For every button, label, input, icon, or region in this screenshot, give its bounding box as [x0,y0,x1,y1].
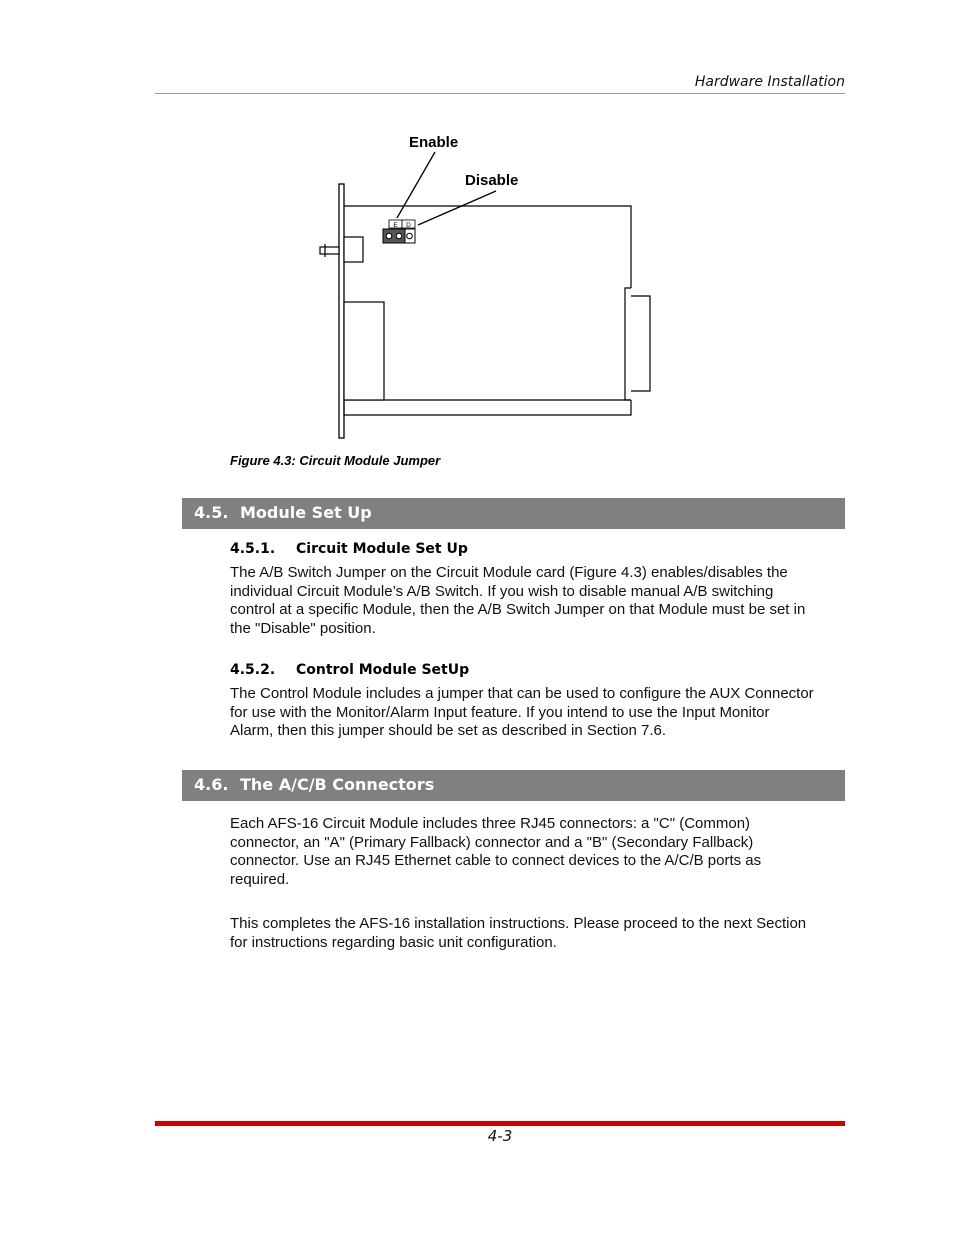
circuit-module-figure [300,128,660,448]
front-panel [339,184,344,438]
paragraph-line: required. [230,870,290,888]
completion-paragraph [230,915,850,952]
circuit-module-setup-paragraph [230,564,850,638]
subsection-heading-4-5-2 [230,662,470,678]
panel-block [344,237,363,262]
board-outline-top [344,206,631,288]
paragraph-line: The A/B Switch Jumper on the Circuit Module card (Figure 4.3) enables/disables the [230,564,788,581]
section-heading-4-5 [182,498,845,529]
paragraph-line: This completes the AFS-16 installation instructions. Please proceed to the next Section [230,915,807,932]
disable-leader-line [418,191,496,225]
edge-connector-inner [625,288,631,400]
page-number: 4-3 [487,1127,513,1145]
subsection-heading-4-5-1 [230,541,468,557]
figure-caption: Figure 4.3: Circuit Module Jumper [230,453,441,468]
connectors-paragraph [230,815,850,889]
jumper-pin-3 [407,233,413,239]
subsection-number: 4.5.1. [230,541,276,557]
paragraph-line: connector, an "A" (Primary Fallback) connector and a "B" (Secondary Fallback) [230,833,754,851]
jumper-label-d: D [406,222,411,229]
subsection-title: Control Module SetUp [296,662,470,678]
paragraph-line: Each AFS-16 Circuit Module includes three RJ45 connectors: a "C" (Common) [230,815,751,832]
callout-disable: Disable [465,172,519,189]
section-heading-4-6 [182,770,845,801]
subsection-number: 4.5.2. [230,662,276,678]
paragraph-line: control at a specific Module, then the A/B Switch Jumper on that Module must be set in [230,601,806,618]
section-title: Module Set Up [240,503,372,522]
paragraph-line: for use with the Monitor/Alarm Input feature. If you intend to use the Input Monitor [230,703,770,721]
footer-rule [155,1121,845,1126]
panel-pin [320,247,339,254]
section-title: The A/C/B Connectors [240,775,435,794]
callout-enable: Enable [409,134,459,151]
paragraph-line: for instructions regarding basic unit configuration. [230,933,557,951]
section-number: 4.5. [194,503,229,522]
jumper-pin-2 [396,233,402,239]
paragraph-line: the "Disable" position. [230,619,376,637]
control-module-setup-paragraph [230,685,850,741]
jumper-pin-1 [386,233,392,239]
paragraph-line: individual Circuit Module’s A/B Switch. If you wish to disable manual A/B switching [230,582,774,600]
paragraph-line: connector. Use an RJ45 Ethernet cable to connect devices to the A/C/B ports as [230,852,762,869]
running-header-title: Hardware Installation [694,74,845,90]
board-component [344,302,384,400]
edge-connector-outer [631,296,650,391]
paragraph-line: Alarm, then this jumper should be set as described in Section 7.6. [230,722,667,739]
running-header [155,74,845,94]
paragraph-line: The Control Module includes a jumper that can be used to configure the AUX Connector [230,685,814,702]
subsection-title: Circuit Module Set Up [296,541,468,557]
board-outline-bottom [344,400,631,415]
enable-leader-line [397,152,435,218]
jumper-label-e: E [393,222,398,229]
section-number: 4.6. [194,775,229,794]
